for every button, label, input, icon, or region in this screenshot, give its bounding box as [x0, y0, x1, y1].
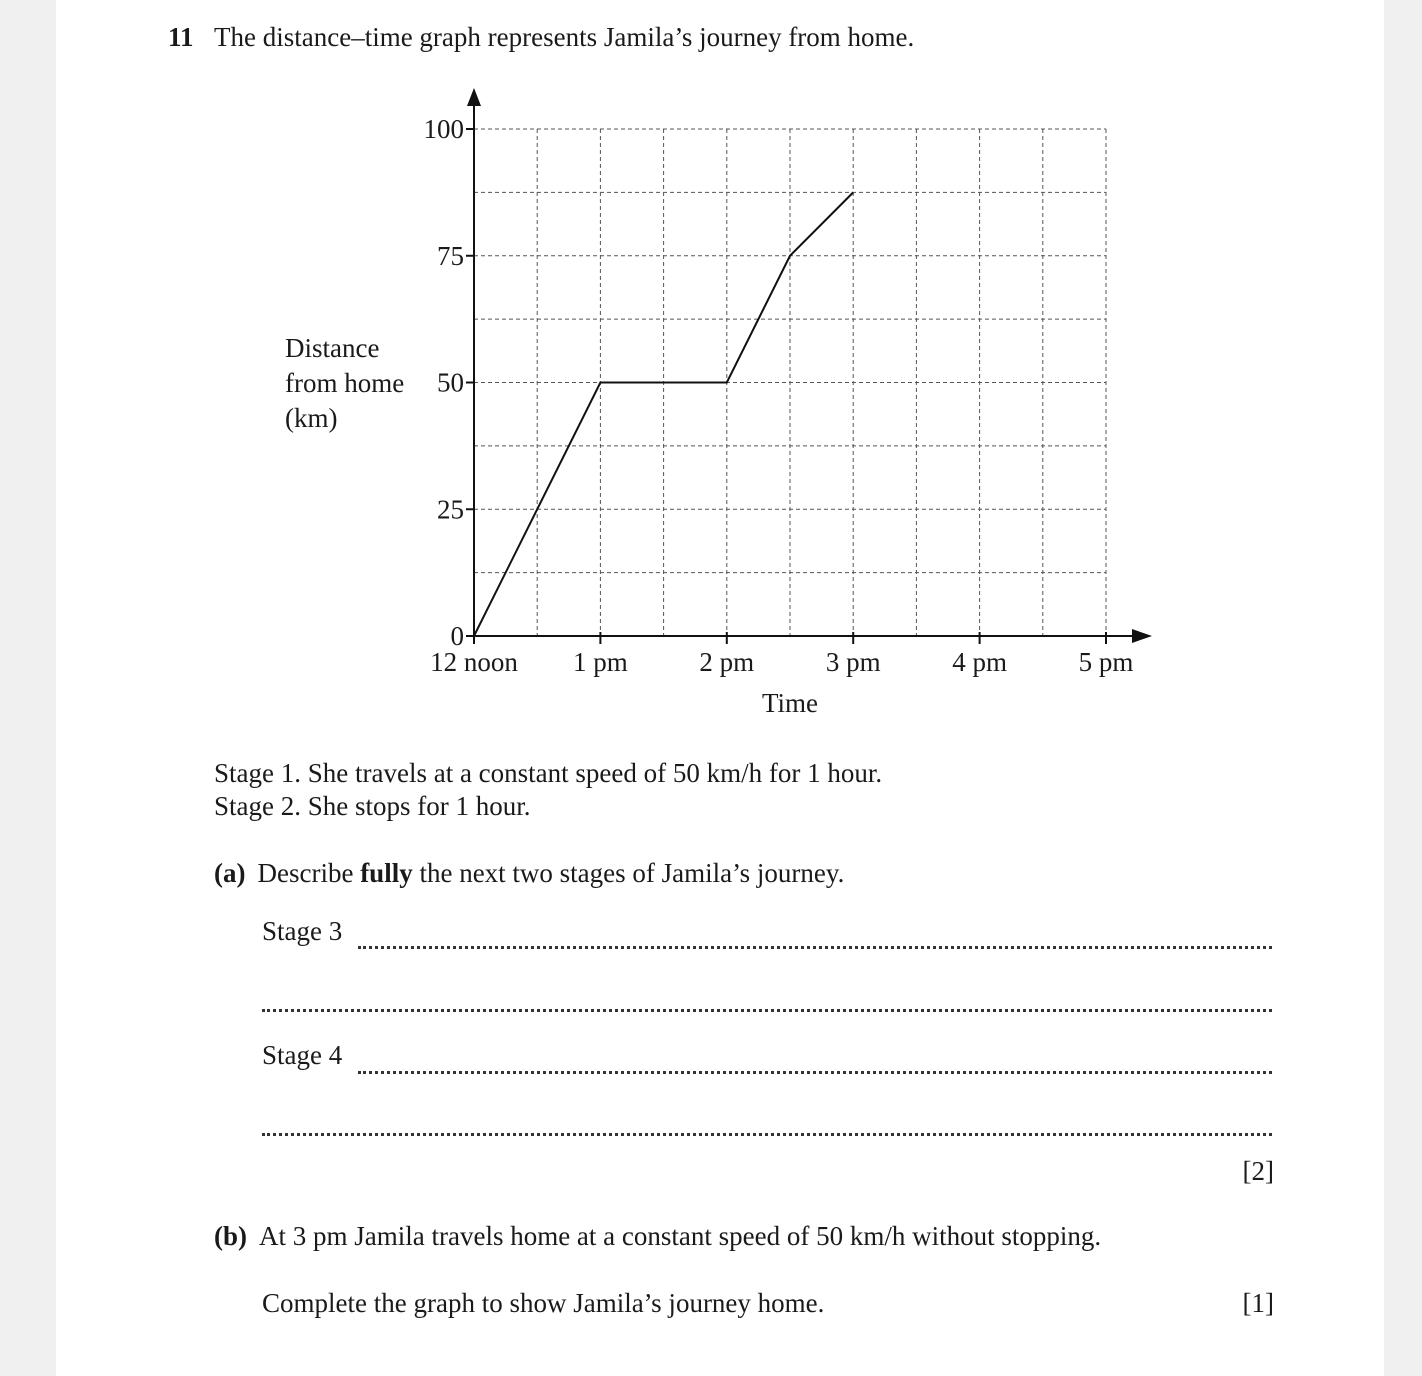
stage-2-text: Stage 2. She stops for 1 hour.	[214, 791, 531, 821]
y-tick-label: 50	[437, 367, 464, 398]
x-tick-label: 3 pm	[825, 647, 881, 677]
x-tick-label: 2 pm	[699, 647, 755, 677]
part-a-text-before: Describe	[257, 858, 361, 888]
y-axis-label-line: Distance	[285, 333, 380, 363]
y-tick-label: 75	[437, 240, 464, 271]
stage-4-label: Stage 4	[262, 1040, 343, 1070]
part-b-marks: [1]	[1242, 1288, 1274, 1318]
y-axis-arrow	[467, 88, 481, 106]
distance-time-graph	[56, 0, 1384, 740]
question-text: The distance–time graph represents Jamila’s journey from home.	[214, 22, 915, 52]
stage-3-answer-line-1[interactable]	[358, 946, 1272, 949]
stage-4-answer-line-2[interactable]	[262, 1133, 1272, 1136]
grid	[474, 129, 1106, 636]
stage-4-answer-line-1[interactable]	[358, 1071, 1272, 1074]
y-tick-label: 100	[423, 114, 464, 144]
x-axis-arrow	[1132, 629, 1152, 643]
y-axis-label-line: from home	[285, 368, 405, 398]
part-a-text-after: the next two stages of Jamila’s journey.	[412, 858, 845, 888]
y-axis-label-line: (km)	[285, 403, 338, 433]
stage-3-answer-line-2[interactable]	[262, 1009, 1272, 1012]
y-tick-label: 0	[450, 621, 464, 651]
x-tick-label: 1 pm	[573, 647, 628, 677]
x-axis-label: Time	[761, 688, 819, 718]
stage-1-text: Stage 1. She travels at a constant speed of 50 km/h for 1 hour.	[214, 758, 883, 788]
x-tick-label: 4 pm	[952, 647, 1007, 677]
y-tick-label: 25	[437, 494, 464, 525]
part-b-text: At 3 pm Jamila travels home at a constant speed of 50 km/h without stopping.	[259, 1221, 1102, 1251]
part-a-marks: [2]	[1242, 1156, 1274, 1186]
part-a-question	[214, 858, 844, 889]
part-b-question	[214, 1221, 1101, 1252]
part-a-text-bold: fully	[360, 858, 413, 888]
part-a-label: (a)	[214, 858, 246, 888]
ticks	[424, 114, 1134, 677]
part-b-instruction: Complete the graph to show Jamila’s journey home.	[262, 1288, 825, 1318]
x-tick-label: 12 noon	[430, 647, 518, 677]
part-b-label: (b)	[214, 1221, 247, 1251]
x-tick-label: 5 pm	[1078, 647, 1134, 677]
question-number: 11	[168, 22, 194, 52]
exam-page	[56, 0, 1384, 1376]
axes	[467, 88, 1152, 643]
stage-3-label: Stage 3	[262, 916, 343, 946]
